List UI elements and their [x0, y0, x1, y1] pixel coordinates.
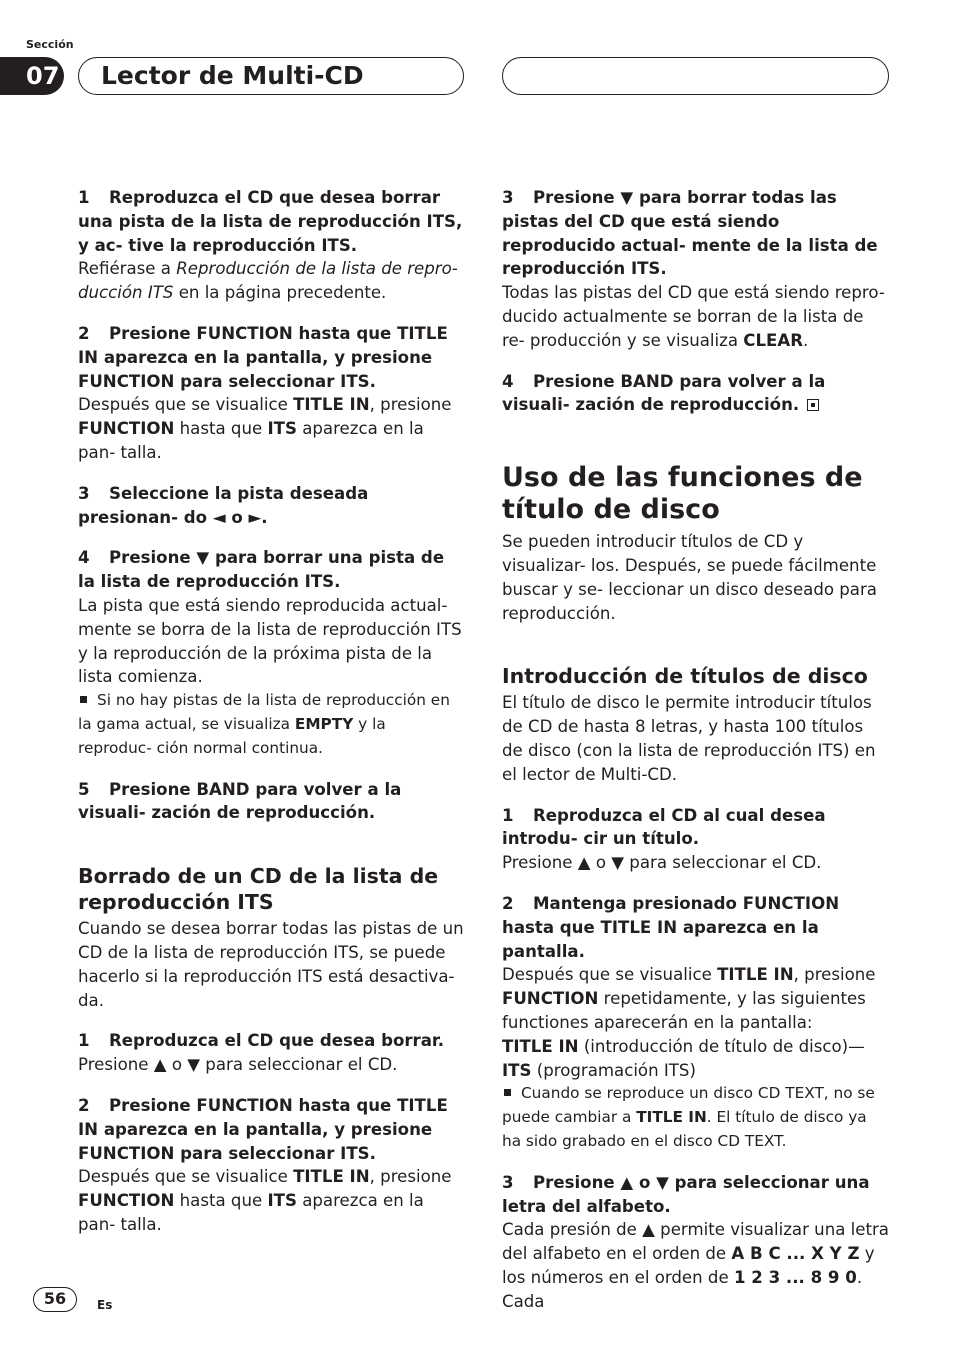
- subsection-heading-enter-titles: Introducción de títulos de disco: [502, 664, 868, 689]
- step-1: 1 Reproduzca el CD que desea borrar una pista de la lista de reproducción ITS, y ac- tive la reproducción ITS.: [78, 188, 463, 255]
- chapter-title: Lector de Multi-CD: [101, 61, 364, 90]
- header-empty-box: [502, 57, 889, 95]
- chapter-header: [78, 57, 464, 95]
- delete-step-4: 4 Presione BAND para volver a la visuali- zación de reproducción.: [502, 371, 826, 415]
- section-number-badge: 07: [0, 57, 64, 95]
- section-heading-delete-cd: Borrado de un CD de la lista de reproducción ITS: [78, 864, 439, 915]
- title-step-3-body: Cada presión de ▲ permite visualizar una letra del alfabeto en el orden de A B C ... X Y Z y los números en el orden de 1 2 3 ... 8 9 0. Cada: [502, 1220, 889, 1311]
- step-4: 4 Presione ▼ para borrar una pista de la lista de reproducción ITS.: [78, 548, 445, 592]
- note-bullet-icon: [80, 696, 87, 703]
- title-step-2-body: Después que se visualice TITLE IN, presione FUNCTION repetidamente, y las siguientes functiones aparecerán en la pantalla: TITLE IN (introducción de título de disco)—ITS (programación ITS): [502, 965, 876, 1080]
- step-4-note: Si no hay pistas de la lista de reproducción en la gama actual, se visualiza EMPTY y la reproduc- ción normal continua.: [78, 691, 450, 757]
- title-step-3: 3 Presione ▲ o ▼ para seleccionar una letra del alfabeto.: [502, 1172, 870, 1216]
- left-column: [78, 186, 464, 1237]
- delete-step-3: 3 Presione ▼ para borrar todas las pistas del CD que está siendo reproducido actual- mente de la lista de reproducción ITS.: [502, 188, 878, 279]
- step-1-body: Refiérase a Reproducción de la lista de repro- ducción ITS en la página precedente.: [78, 259, 458, 303]
- end-mark-icon: [807, 399, 819, 411]
- delete-step-1: 1 Reproduzca el CD que desea borrar.: [78, 1031, 445, 1051]
- delete-step-1-body: Presione ▲ o ▼ para seleccionar el CD.: [78, 1055, 398, 1075]
- delete-step-3-body: Todas las pistas del CD que está siendo repro- ducido actualmente se borran de la lista de re- producción y se visualiza CLEAR.: [502, 283, 885, 350]
- step-2-body: Después que se visualice TITLE IN, presione FUNCTION hasta que ITS aparezca en la pan- talla.: [78, 395, 452, 462]
- step-2: 2 Presione FUNCTION hasta que TITLE IN aparezca en la pantalla, y presione FUNCTION para seleccionar ITS.: [78, 323, 448, 391]
- title-step-1: 1 Reproduzca el CD al cual desea introdu- cir un título.: [502, 805, 826, 849]
- title-step-2-note: Cuando se reproduce un disco CD TEXT, no se puede cambiar a TITLE IN. El título de disco ya ha sido grabado en el disco CD TEXT.: [502, 1084, 875, 1150]
- section-heading-disc-title: Uso de las funciones de título de disco: [502, 462, 863, 526]
- step-4-body: La pista que está siendo reproducida actual- mente se borra de la lista de reproducción ITS y la reproducción de la próxima pista de la lista comienza.: [78, 595, 462, 687]
- note-bullet-icon: [504, 1089, 511, 1096]
- disc-title-intro: Se pueden introducir títulos de CD y visualizar- los. Después, se puede fácilmente buscar y se- leccionar un disco deseado para reproducción.: [502, 532, 877, 623]
- enter-titles-intro: El título de disco le permite introducir títulos de CD de hasta 8 letras, y hasta 100 títulos de disco (con la lista de reproducción ITS) en el lector de Multi-CD.: [502, 693, 876, 784]
- title-step-1-body: Presione ▲ o ▼ para seleccionar el CD.: [502, 853, 822, 873]
- right-column: [502, 186, 889, 1313]
- delete-cd-intro: Cuando se desea borrar todas las pistas de un CD de la lista de reproducción ITS, se puede hacerlo si la reproducción ITS está desactiva- da.: [78, 919, 464, 1010]
- step-3: 3 Seleccione la pista deseada presionan- do ◄ o ►.: [78, 483, 369, 527]
- page-number: 56: [33, 1287, 77, 1312]
- title-step-2: 2 Mantenga presionado FUNCTION hasta que TITLE IN aparezca en la pantalla.: [502, 893, 840, 961]
- language-code: Es: [97, 1298, 113, 1312]
- delete-step-2: 2 Presione FUNCTION hasta que TITLE IN aparezca en la pantalla, y presione FUNCTION para seleccionar ITS.: [78, 1095, 448, 1163]
- section-label: Sección: [26, 38, 74, 51]
- delete-step-2-body: Después que se visualice TITLE IN, presione FUNCTION hasta que ITS aparezca en la pan- talla.: [78, 1167, 452, 1234]
- step-5: 5 Presione BAND para volver a la visuali- zación de reproducción.: [78, 779, 402, 823]
